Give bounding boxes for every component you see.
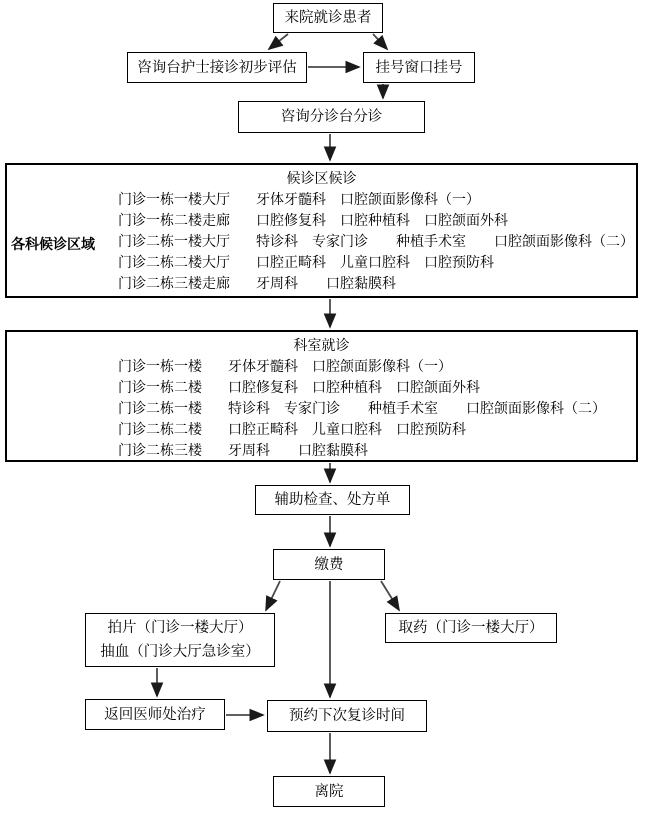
waiting-row-location: 门诊二栋三楼走廊	[118, 276, 230, 292]
visit-row	[7, 357, 636, 378]
node-imaging-blood	[85, 613, 275, 667]
node-imaging-label: 拍片（门诊一楼大厅）	[107, 620, 253, 636]
visit-row-location: 门诊一栋一楼	[118, 359, 202, 375]
node-nurse-assess	[127, 52, 307, 83]
node-arrive	[273, 3, 383, 33]
node-pay	[273, 549, 385, 580]
waiting-row-departments: 口腔修复科 口腔种植科 口腔颌面外科	[256, 213, 508, 229]
waiting-row-location: 门诊二栋一楼大厅	[118, 234, 230, 250]
visit-row	[7, 441, 636, 462]
visit-row	[7, 420, 636, 441]
visit-row-departments: 牙周科 口腔黏膜科	[228, 443, 368, 459]
node-triage-label: 咨询分诊台分诊	[280, 109, 383, 125]
node-register	[363, 52, 475, 83]
node-triage	[238, 101, 425, 133]
visit-section-box	[5, 330, 638, 462]
visit-row-departments: 牙体牙髓科 口腔颌面影像科（一）	[228, 359, 452, 375]
node-next-appointment	[267, 700, 427, 732]
arrow-arrive-to-register	[373, 34, 387, 49]
waiting-area-box	[5, 163, 638, 298]
waiting-row	[7, 190, 636, 211]
waiting-area-title: 候诊区候诊	[286, 171, 357, 187]
node-pharmacy-label: 取药（门诊一楼大厅）	[398, 620, 544, 636]
waiting-row	[7, 274, 636, 295]
waiting-area-side-label: 各科候诊区域	[11, 237, 95, 253]
visit-row	[7, 378, 636, 399]
node-aux-check-label: 辅助检查、处方单	[274, 492, 391, 508]
node-return-doctor	[85, 699, 225, 730]
node-next-appointment-label: 预约下次复诊时间	[289, 708, 405, 724]
waiting-row	[7, 211, 636, 232]
waiting-row-departments: 牙体牙髓科 口腔颌面影像科（一）	[256, 192, 480, 208]
node-nurse-assess-label: 咨询台护士接诊初步评估	[137, 59, 297, 76]
visit-row-location: 门诊二栋三楼	[118, 443, 202, 459]
waiting-row-location: 门诊一栋二楼走廊	[118, 213, 230, 229]
node-aux-check	[255, 485, 410, 515]
node-arrive-label: 来院就诊患者	[284, 10, 372, 26]
visit-row-location: 门诊二栋一楼	[118, 401, 202, 417]
node-pay-label: 缴费	[314, 556, 344, 573]
node-leave	[273, 776, 385, 807]
node-leave-label: 离院	[314, 783, 344, 800]
arrow-pay-to-imaging	[266, 581, 280, 610]
node-register-label: 挂号窗口挂号	[375, 59, 463, 76]
node-return-doctor-label: 返回医师处治疗	[104, 706, 206, 723]
waiting-row-location: 门诊二栋二楼大厅	[118, 255, 230, 271]
visit-row	[7, 399, 636, 420]
waiting-row-departments: 牙周科 口腔黏膜科	[256, 276, 396, 292]
visit-row-departments: 口腔正畸科 儿童口腔科 口腔预防科	[228, 422, 466, 438]
arrow-pay-to-pharmacy	[381, 581, 399, 610]
waiting-row	[7, 232, 636, 253]
node-blood-label: 抽血（门诊大厅急诊室）	[100, 644, 260, 660]
waiting-row-departments: 口腔正畸科 儿童口腔科 口腔预防科	[256, 255, 494, 271]
waiting-row-departments: 特诊科 专家门诊 种植手术室 口腔颌面影像科（二）	[256, 234, 634, 250]
visit-row-departments: 口腔修复科 口腔种植科 口腔颌面外科	[228, 380, 480, 396]
arrow-arrive-to-nurse	[269, 34, 288, 49]
node-pharmacy	[385, 613, 557, 643]
waiting-row	[7, 253, 636, 274]
visit-row-location: 门诊二栋二楼	[118, 422, 202, 438]
visit-row-departments: 特诊科 专家门诊 种植手术室 口腔颌面影像科（二）	[228, 401, 606, 417]
waiting-row-location: 门诊一栋一楼大厅	[118, 192, 230, 208]
visit-row-location: 门诊一栋二楼	[118, 380, 202, 396]
visit-section-title: 科室就诊	[293, 338, 350, 354]
